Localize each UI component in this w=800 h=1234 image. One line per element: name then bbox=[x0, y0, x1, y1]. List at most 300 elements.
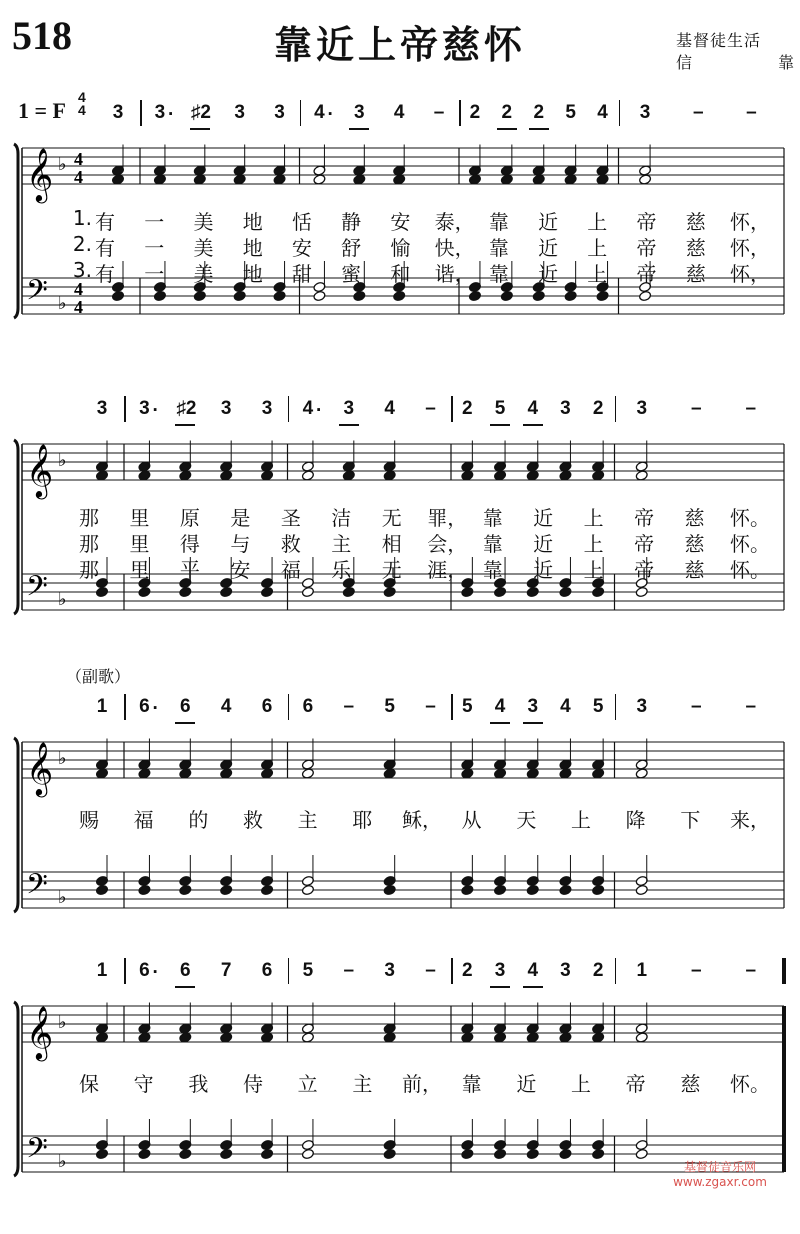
notehead bbox=[592, 768, 605, 779]
jianpu-barline bbox=[619, 100, 621, 126]
lyric-syllable: 舒 bbox=[341, 236, 362, 260]
notehead bbox=[138, 586, 151, 597]
jianpu-barline bbox=[300, 100, 302, 126]
lyric-syllable: 泰， bbox=[434, 210, 475, 234]
lyric-syllable: 靠 bbox=[482, 506, 503, 530]
lyric-syllable: 稣， bbox=[402, 808, 442, 832]
notehead bbox=[179, 1032, 192, 1043]
jianpu-note: 4 bbox=[494, 696, 506, 717]
verse-number: 1. bbox=[72, 206, 92, 230]
lyric-syllable: 帝 bbox=[634, 558, 655, 582]
flat-icon: ♭ bbox=[58, 748, 67, 769]
lyric-line bbox=[0, 258, 800, 284]
lyric-syllable: 近 bbox=[516, 1072, 537, 1096]
lyric-syllable: 帝 bbox=[636, 210, 657, 234]
notehead bbox=[468, 174, 481, 185]
notehead bbox=[313, 290, 326, 301]
lyric-syllable: 立 bbox=[297, 1072, 318, 1096]
jianpu-underline bbox=[497, 128, 517, 130]
jianpu-underline bbox=[175, 986, 195, 988]
jianpu-underline bbox=[190, 128, 210, 130]
jianpu-barline bbox=[288, 958, 290, 984]
lyric-syllable: 里 bbox=[129, 532, 150, 556]
notehead bbox=[461, 586, 474, 597]
jianpu-note: 2 bbox=[462, 398, 473, 419]
notehead bbox=[138, 470, 151, 481]
lyric-syllable: 救 bbox=[243, 808, 263, 832]
jianpu-line bbox=[0, 96, 800, 136]
notehead bbox=[138, 768, 151, 779]
lyric-syllable: 救 bbox=[280, 532, 301, 556]
jianpu-barline bbox=[124, 694, 126, 720]
lyric-line bbox=[0, 206, 800, 232]
notehead bbox=[95, 1032, 108, 1043]
jianpu-dash: – bbox=[690, 398, 702, 419]
flat-icon: ♭ bbox=[58, 450, 67, 471]
notehead bbox=[95, 1148, 108, 1159]
jianpu-note: 1 bbox=[96, 696, 108, 717]
jianpu-note: 5 bbox=[592, 696, 604, 717]
notehead bbox=[353, 174, 366, 185]
lyric-syllable: 一 bbox=[144, 236, 165, 260]
jianpu-note: 2 bbox=[592, 398, 604, 419]
flat-icon: ♭ bbox=[58, 887, 67, 908]
jianpu-note: 3 bbox=[220, 398, 232, 419]
flat-icon: ♭ bbox=[58, 589, 67, 610]
notehead bbox=[383, 1148, 396, 1159]
notehead bbox=[639, 290, 652, 301]
notehead bbox=[95, 470, 108, 481]
lyric-syllable: 蜜 bbox=[341, 262, 362, 286]
notehead bbox=[635, 1148, 648, 1159]
lyric-syllable: 上 bbox=[583, 506, 604, 530]
jianpu-note: 3 bbox=[560, 398, 571, 419]
lyric-syllable: 得 bbox=[179, 532, 200, 556]
notehead bbox=[383, 884, 396, 895]
jianpu-note: 5 bbox=[384, 696, 395, 717]
notehead bbox=[592, 470, 605, 481]
notehead bbox=[193, 290, 206, 301]
lyric-syllable: 慈 bbox=[680, 1072, 701, 1096]
notehead bbox=[179, 470, 192, 481]
lyric-syllable: 地 bbox=[242, 210, 263, 234]
lyric-syllable: 和 bbox=[390, 262, 411, 286]
jianpu-note: 6 bbox=[180, 696, 191, 717]
lyric-syllable: 那 bbox=[79, 532, 99, 556]
chorus-label: （副歌） bbox=[66, 667, 131, 686]
lyric-syllable: 来， bbox=[730, 808, 770, 832]
notehead bbox=[220, 768, 233, 779]
lyric-syllable: 近 bbox=[538, 236, 559, 260]
time-top: 4 bbox=[78, 89, 86, 105]
jianpu-barline bbox=[140, 100, 142, 126]
lyric-syllable: 保 bbox=[79, 1072, 99, 1096]
jianpu-note: 3 bbox=[274, 102, 285, 123]
lyric-line bbox=[0, 554, 800, 580]
notehead bbox=[179, 768, 192, 779]
hymn-number: 518 bbox=[12, 13, 72, 58]
notehead bbox=[220, 586, 233, 597]
jianpu-dot: · bbox=[152, 400, 159, 421]
lyric-syllable: 降 bbox=[625, 808, 646, 832]
lyric-syllable: 怀， bbox=[730, 236, 770, 260]
jianpu-barline bbox=[615, 396, 617, 422]
jianpu-dot: · bbox=[327, 104, 334, 125]
lyric-syllable: 快， bbox=[434, 236, 475, 260]
flat-icon: ♭ bbox=[58, 154, 67, 175]
notehead bbox=[273, 174, 286, 185]
jianpu-note: 6 bbox=[139, 960, 150, 981]
notehead bbox=[383, 1032, 396, 1043]
notehead bbox=[494, 768, 507, 779]
jianpu-note: 3 bbox=[139, 398, 150, 419]
jianpu-dash: – bbox=[745, 398, 757, 419]
jianpu-barline bbox=[451, 694, 453, 720]
lyric-syllable: 的 bbox=[188, 808, 209, 832]
notehead bbox=[526, 884, 539, 895]
notehead bbox=[494, 1032, 507, 1043]
notehead bbox=[461, 1032, 474, 1043]
notehead bbox=[559, 586, 572, 597]
jianpu-note: 1 bbox=[96, 960, 108, 981]
notehead bbox=[564, 290, 577, 301]
lyric-syllable: 乐 bbox=[331, 558, 352, 582]
jianpu-note: 4 bbox=[527, 960, 539, 981]
notehead bbox=[261, 768, 274, 779]
lyric-syllable: 上 bbox=[587, 210, 608, 234]
lyric-syllable: 靠 bbox=[488, 262, 509, 286]
jianpu-barline bbox=[615, 958, 617, 984]
notehead bbox=[95, 586, 108, 597]
lyric-syllable: 从 bbox=[461, 808, 482, 832]
credit-sub-a: 信 bbox=[676, 53, 693, 72]
lyric-syllable: 有 bbox=[95, 210, 115, 234]
lyric-syllable: 主 bbox=[297, 808, 318, 832]
bass-clef-icon: 𝄢 bbox=[26, 868, 48, 908]
jianpu-barline bbox=[124, 958, 126, 984]
jianpu-note: 3 bbox=[560, 960, 571, 981]
notehead bbox=[261, 586, 274, 597]
lyric-syllable: 无 bbox=[381, 558, 402, 582]
lyric-syllable: 帝 bbox=[634, 532, 655, 556]
jianpu-note: 7 bbox=[220, 960, 232, 981]
key-signature: 1 = F bbox=[18, 98, 66, 123]
notehead bbox=[233, 174, 246, 185]
lyric-syllable: 相 bbox=[381, 532, 402, 556]
jianpu-note: 5 bbox=[462, 696, 473, 717]
notehead bbox=[138, 884, 151, 895]
lyric-syllable: 美 bbox=[193, 262, 214, 286]
jianpu-note: ♯2 bbox=[190, 102, 211, 123]
lyric-syllable: 侍 bbox=[243, 1072, 263, 1096]
notehead bbox=[383, 586, 396, 597]
treble-clef-icon: 𝄞 bbox=[26, 1005, 54, 1059]
grand-staff bbox=[0, 730, 800, 970]
notehead bbox=[153, 174, 166, 185]
lyric-syllable: 怀。 bbox=[730, 532, 770, 556]
notehead bbox=[301, 884, 314, 895]
jianpu-underline bbox=[529, 128, 549, 130]
jianpu-note: 5 bbox=[565, 102, 576, 123]
jianpu-dash: – bbox=[343, 696, 355, 717]
jianpu-dash: – bbox=[690, 696, 702, 717]
notehead bbox=[220, 884, 233, 895]
jianpu-note: 2 bbox=[501, 102, 513, 123]
notehead bbox=[233, 290, 246, 301]
jianpu-dot: · bbox=[152, 962, 159, 983]
jianpu-note: 3 bbox=[343, 398, 355, 419]
notehead bbox=[494, 884, 507, 895]
notehead bbox=[564, 174, 577, 185]
jianpu-note: 4 bbox=[302, 398, 314, 419]
jianpu-underline bbox=[175, 722, 195, 724]
notehead bbox=[313, 174, 326, 185]
notehead bbox=[468, 290, 481, 301]
watermark-name: 基督徒音乐网 bbox=[683, 1160, 756, 1174]
lyric-syllable: 罪， bbox=[427, 506, 468, 530]
treble-clef-icon: 𝄞 bbox=[26, 443, 54, 497]
lyric-syllable: 前， bbox=[402, 1072, 442, 1096]
jianpu-note: 2 bbox=[533, 102, 545, 123]
verse-number: 3. bbox=[72, 258, 92, 282]
notehead bbox=[95, 884, 108, 895]
lyric-line bbox=[0, 804, 800, 830]
jianpu-note: 3 bbox=[234, 102, 245, 123]
lyric-syllable: 帝 bbox=[636, 236, 657, 260]
lyric-line bbox=[0, 528, 800, 554]
lyric-syllable: 怀， bbox=[730, 262, 770, 286]
lyric-syllable: 近 bbox=[538, 210, 559, 234]
jianpu-note: 3 bbox=[494, 960, 506, 981]
jianpu-note: 4 bbox=[597, 102, 608, 123]
lyric-syllable: 会， bbox=[427, 532, 468, 556]
lyric-syllable: 主 bbox=[331, 532, 352, 556]
jianpu-note: 1 bbox=[636, 960, 648, 981]
lyric-syllable: 那 bbox=[79, 558, 99, 582]
notehead bbox=[179, 1148, 192, 1159]
lyric-syllable: 福 bbox=[133, 808, 154, 832]
notehead bbox=[461, 1148, 474, 1159]
notehead bbox=[526, 1148, 539, 1159]
lyric-syllable: 圣 bbox=[280, 506, 301, 530]
jianpu-dash: – bbox=[343, 960, 355, 981]
lyric-syllable: 里 bbox=[129, 558, 150, 582]
jianpu-note: 3 bbox=[354, 102, 365, 123]
flat-icon: ♭ bbox=[58, 293, 67, 314]
lyric-syllable: 怀。 bbox=[730, 1072, 770, 1096]
lyric-syllable: 下 bbox=[680, 808, 701, 832]
lyric-syllable: 慈 bbox=[684, 558, 705, 582]
jianpu-note: 3 bbox=[96, 398, 108, 419]
credit-sub-b: 靠 bbox=[777, 53, 794, 72]
lyric-syllable: 平 bbox=[179, 558, 200, 582]
notehead bbox=[383, 470, 396, 481]
notehead bbox=[220, 1148, 233, 1159]
lyric-syllable: 洁 bbox=[331, 506, 352, 530]
lyric-syllable: 近 bbox=[533, 506, 554, 530]
jianpu-note: 3 bbox=[154, 102, 166, 123]
lyric-syllable: 赐 bbox=[79, 808, 99, 832]
lyric-syllable: 那 bbox=[79, 506, 99, 530]
notehead bbox=[494, 470, 507, 481]
notehead bbox=[592, 1148, 605, 1159]
jianpu-dash: – bbox=[425, 696, 436, 717]
notehead bbox=[111, 174, 124, 185]
lyric-syllable: 怀， bbox=[730, 210, 770, 234]
lyric-syllable: 怀。 bbox=[730, 506, 770, 530]
lyric-line bbox=[0, 502, 800, 528]
notehead bbox=[153, 290, 166, 301]
lyric-syllable: 上 bbox=[583, 558, 604, 582]
watermark-url: www.zgaxr.com bbox=[673, 1175, 767, 1189]
lyric-syllable: 慈 bbox=[685, 262, 706, 286]
time-signature-digit: 4 bbox=[74, 279, 83, 299]
jianpu-dash: – bbox=[425, 960, 436, 981]
hymn-title: 靠近上帝慈怀 bbox=[273, 23, 526, 67]
jianpu-barline bbox=[451, 958, 453, 984]
lyric-syllable: 安 bbox=[390, 210, 411, 234]
jianpu-note: 4 bbox=[560, 696, 571, 717]
lyric-syllable: 地 bbox=[242, 236, 263, 260]
notehead bbox=[261, 1032, 274, 1043]
jianpu-dot: · bbox=[152, 698, 159, 719]
notehead bbox=[532, 174, 545, 185]
site-watermark bbox=[640, 1160, 800, 1190]
credit-subcategory bbox=[676, 50, 794, 73]
notehead bbox=[342, 470, 355, 481]
jianpu-note: 6 bbox=[180, 960, 191, 981]
notehead bbox=[592, 1032, 605, 1043]
lyric-syllable: 慈 bbox=[685, 210, 706, 234]
lyric-syllable: 靠 bbox=[461, 1072, 482, 1096]
jianpu-note: 6 bbox=[261, 960, 273, 981]
notehead bbox=[500, 290, 513, 301]
lyric-syllable: 帝 bbox=[636, 262, 657, 286]
notehead bbox=[261, 884, 274, 895]
notehead bbox=[393, 174, 406, 185]
lyric-syllable: 有 bbox=[95, 262, 115, 286]
lyric-line bbox=[0, 232, 800, 258]
lyric-syllable: 近 bbox=[538, 262, 559, 286]
jianpu-dot: · bbox=[315, 400, 323, 421]
jianpu-note: 3 bbox=[639, 102, 651, 123]
music-system-2 bbox=[0, 392, 800, 652]
jianpu-final-barline bbox=[782, 958, 786, 984]
jianpu-barline bbox=[615, 694, 617, 720]
jianpu-note: 5 bbox=[494, 398, 506, 419]
notehead bbox=[461, 884, 474, 895]
lyric-syllable: 甜 bbox=[291, 262, 312, 286]
jianpu-underline bbox=[523, 424, 543, 426]
lyric-syllable: 恬 bbox=[291, 210, 312, 234]
jianpu-underline bbox=[490, 424, 510, 426]
jianpu-dash: – bbox=[745, 960, 757, 981]
notehead bbox=[179, 884, 192, 895]
treble-clef-icon: 𝄞 bbox=[26, 147, 54, 201]
lyric-syllable: 慈 bbox=[685, 236, 706, 260]
flat-icon: ♭ bbox=[58, 1151, 67, 1172]
lyric-syllable: 靠 bbox=[488, 236, 509, 260]
jianpu-note: 3 bbox=[636, 696, 648, 717]
lyric-syllable: 上 bbox=[583, 532, 604, 556]
lyric-syllable: 近 bbox=[533, 532, 554, 556]
notehead bbox=[301, 1032, 314, 1043]
time-bottom: 4 bbox=[78, 102, 86, 118]
treble-clef-icon: 𝄞 bbox=[26, 741, 54, 795]
lyric-syllable: 无 bbox=[381, 506, 402, 530]
lyric-syllable: 福 bbox=[280, 558, 301, 582]
notehead bbox=[179, 586, 192, 597]
bass-clef-icon: 𝄢 bbox=[26, 1132, 48, 1172]
lyric-syllable: 有 bbox=[95, 236, 115, 260]
jianpu-note: 6 bbox=[261, 696, 273, 717]
time-signature-digit: 4 bbox=[74, 149, 83, 169]
notehead bbox=[532, 290, 545, 301]
notehead bbox=[461, 768, 474, 779]
jianpu-underline bbox=[490, 986, 510, 988]
lyric-syllable: 涯， bbox=[427, 558, 468, 582]
notehead bbox=[526, 1032, 539, 1043]
notehead bbox=[635, 586, 648, 597]
grand-staff bbox=[0, 994, 800, 1234]
jianpu-underline bbox=[349, 128, 369, 130]
notehead bbox=[635, 768, 648, 779]
jianpu-note: 6 bbox=[139, 696, 150, 717]
notehead bbox=[559, 1032, 572, 1043]
lyric-syllable: 一 bbox=[144, 262, 165, 286]
lyric-syllable: 安 bbox=[291, 236, 312, 260]
music-system-1 bbox=[0, 96, 800, 356]
notehead bbox=[526, 586, 539, 597]
jianpu-dash: – bbox=[690, 960, 702, 981]
notehead bbox=[193, 174, 206, 185]
lyric-syllable: 近 bbox=[533, 558, 554, 582]
jianpu-note: 6 bbox=[302, 696, 314, 717]
notehead bbox=[138, 1032, 151, 1043]
notehead bbox=[301, 768, 314, 779]
lyric-syllable: 上 bbox=[571, 808, 591, 832]
lyric-syllable: 静 bbox=[341, 210, 362, 234]
jianpu-barline bbox=[459, 100, 461, 126]
lyric-syllable: 怀。 bbox=[730, 558, 770, 582]
jianpu-dash: – bbox=[692, 102, 704, 123]
lyric-syllable: 上 bbox=[571, 1072, 591, 1096]
jianpu-underline bbox=[523, 722, 543, 724]
lyric-line bbox=[0, 1068, 800, 1094]
jianpu-note: 4 bbox=[384, 398, 395, 419]
jianpu-note: 2 bbox=[462, 960, 473, 981]
jianpu-barline bbox=[288, 396, 290, 422]
notehead bbox=[353, 290, 366, 301]
jianpu-note: 3 bbox=[112, 102, 124, 123]
notehead bbox=[261, 1148, 274, 1159]
bass-clef-icon: 𝄢 bbox=[26, 274, 48, 314]
lyric-syllable: 帝 bbox=[625, 1072, 646, 1096]
lyric-syllable: 里 bbox=[129, 506, 150, 530]
notehead bbox=[559, 768, 572, 779]
jianpu-dash: – bbox=[433, 102, 445, 123]
lyric-syllable: 上 bbox=[587, 262, 608, 286]
jianpu-barline bbox=[124, 396, 126, 422]
lyric-syllable: 耶 bbox=[352, 808, 373, 832]
notehead bbox=[526, 768, 539, 779]
lyric-syllable: 我 bbox=[188, 1072, 209, 1096]
notehead bbox=[301, 470, 314, 481]
lyric-syllable: 慈 bbox=[684, 506, 705, 530]
jianpu-note: 3 bbox=[261, 398, 273, 419]
lyric-syllable: 上 bbox=[587, 236, 608, 260]
jianpu-underline bbox=[490, 722, 510, 724]
